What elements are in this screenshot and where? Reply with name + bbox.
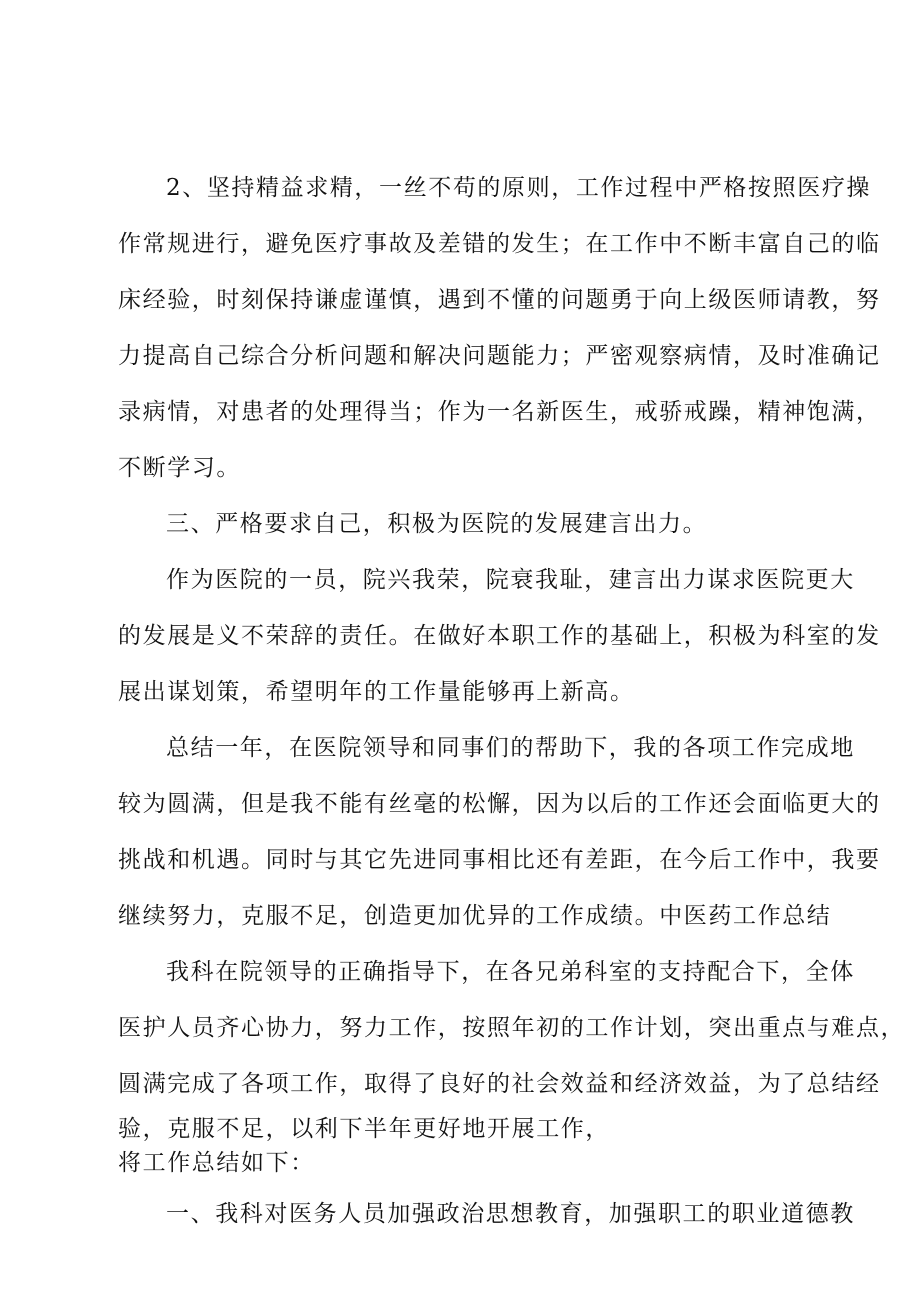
section-heading: 三、严格要求自己，积极为医院的发展建言出力。 xyxy=(166,511,708,537)
paragraph-line: 录病情，对患者的处理得当；作为一名新医生，戒骄戒躁，精神饱满， xyxy=(118,399,881,425)
paragraph-line: 挑战和机遇。同时与其它先进同事相比还有差距，在今后工作中，我要 xyxy=(118,847,881,873)
paragraph-line: 的发展是义不荣辞的责任。在做好本职工作的基础上，积极为科室的发 xyxy=(118,623,881,649)
paragraph-line: 医护人员齐心协力，努力工作，按照年初的工作计划，突出重点与难点， xyxy=(118,1015,906,1041)
paragraph-line: 作常规进行，避免医疗事故及差错的发生；在工作中不断丰富自己的临 xyxy=(118,231,881,257)
paragraph-line: 验，克服不足，以利下半年更好地开展工作， xyxy=(118,1116,610,1142)
paragraph-line: 圆满完成了各项工作，取得了良好的社会效益和经济效益，为了总结经 xyxy=(118,1071,881,1097)
paragraph-line: 总结一年，在医院领导和同事们的帮助下，我的各项工作完成地 xyxy=(166,735,855,761)
section-heading: 一、我科对医务人员加强政治思想教育，加强职工的职业道德教 xyxy=(166,1201,855,1227)
paragraph-line: 展出谋划策，希望明年的工作量能够再上新高。 xyxy=(118,679,635,705)
paragraph-line: 继续努力，克服不足，创造更加优异的工作成绩。中医药工作总结 xyxy=(118,903,832,929)
paragraph-line: 较为圆满，但是我不能有丝毫的松懈，因为以后的工作还会面临更大的 xyxy=(118,791,881,817)
paragraph-line: 床经验，时刻保持谦虚谨慎，遇到不懂的问题勇于向上级医师请教，努 xyxy=(118,287,881,313)
document-body xyxy=(118,160,906,1242)
paragraph-line: 将工作总结如下： xyxy=(118,1150,315,1176)
paragraph-line: 力提高自己综合分析问题和解决问题能力；严密观察病情，及时准确记 xyxy=(118,343,881,369)
paragraph-line: 作为医院的一员，院兴我荣，院衰我耻，建言出力谋求医院更大 xyxy=(166,567,855,593)
paragraph-line: 2、坚持精益求精，一丝不苟的原则，工作过程中严格按照医疗操 xyxy=(166,175,872,201)
paragraph-line: 我科在院领导的正确指导下，在各兄弟科室的支持配合下，全体 xyxy=(166,959,855,985)
paragraph-line: 不断学习。 xyxy=(118,455,241,481)
